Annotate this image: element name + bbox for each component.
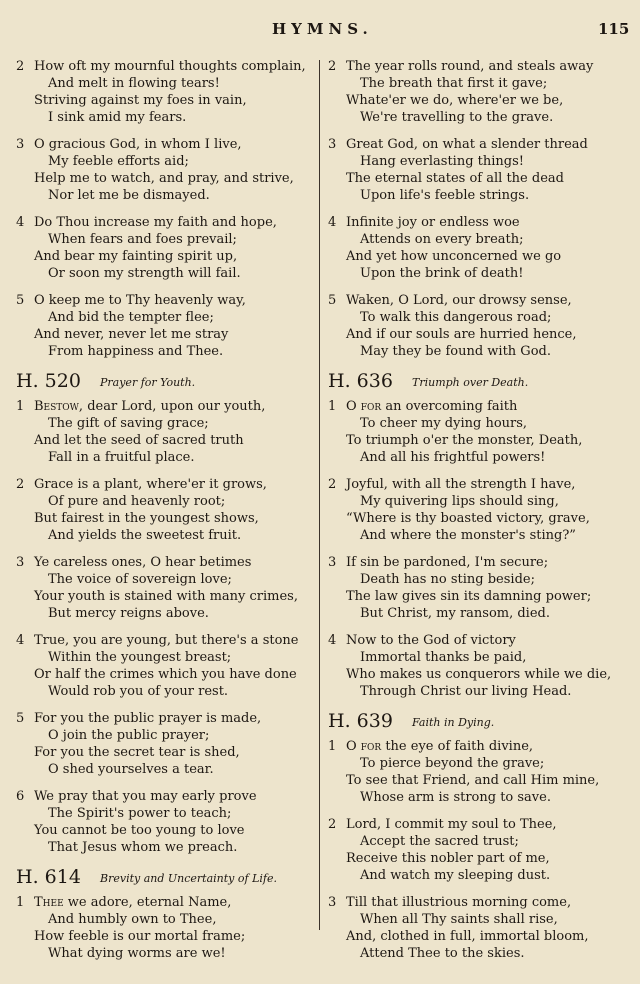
verse-line: And, clothed in full, immortal bloom, <box>346 929 589 944</box>
verse-line: That Jesus whom we preach. <box>48 840 238 855</box>
verse-line: Hang everlasting things! <box>360 154 524 169</box>
verse-line: Great God, on what a slender thread <box>346 137 588 152</box>
verse-line: To pierce beyond the grave; <box>360 756 545 771</box>
verse-line: The breath that first it gave; <box>360 76 548 91</box>
verse-line: Receive this nobler part of me, <box>346 851 550 866</box>
stanza <box>14 632 314 700</box>
verse-line: And yet how unconcerned we go <box>346 249 562 264</box>
verse-line: Do Thou increase my faith and hope, <box>34 215 277 230</box>
verse-line: For you the public prayer is made, <box>34 711 262 726</box>
verse-line: What dying worms are we! <box>48 946 226 961</box>
verse-line: Joyful, with all the strength I have, <box>346 477 576 492</box>
verse-line: To walk this dangerous road; <box>360 310 552 325</box>
stanza-number: 3 <box>328 895 337 910</box>
verse-line: “Where is thy boasted victory, grave, <box>346 511 590 526</box>
verse-line: My feeble efforts aid; <box>48 154 189 169</box>
first-line-rest: dear Lord, upon our youth, <box>83 399 266 414</box>
hymn-number: H. 520 <box>16 370 81 392</box>
right-column <box>326 58 626 972</box>
hymn-heading <box>326 370 626 396</box>
stanza <box>14 476 314 544</box>
verse-line: You cannot be too young to love <box>34 823 245 838</box>
verse-line: O keep me to Thy heavenly way, <box>34 293 246 308</box>
stanza <box>326 58 626 126</box>
stanza-number: 2 <box>328 817 337 832</box>
stanza-number: 5 <box>16 711 25 726</box>
hymn-heading <box>14 866 314 892</box>
stanza-number: 5 <box>328 293 337 308</box>
verse-line: Whose arm is strong to save. <box>360 790 551 805</box>
stanza-number: 3 <box>328 555 337 570</box>
first-word: Bestow, <box>34 399 84 414</box>
stanza <box>14 292 314 360</box>
verse-line: And bid the tempter flee; <box>48 310 214 325</box>
stanza-number: 4 <box>328 215 337 230</box>
hymn-heading <box>326 710 626 736</box>
stanza-number: 1 <box>16 399 25 414</box>
stanza-number: 6 <box>16 789 25 804</box>
column-divider <box>319 60 320 930</box>
verse-line: Of pure and heavenly root; <box>48 494 226 509</box>
stanza-number: 4 <box>328 633 337 648</box>
stanza <box>14 554 314 622</box>
first-word: O for <box>346 399 382 414</box>
stanza-number: 2 <box>16 59 25 74</box>
stanza-number: 3 <box>16 137 25 152</box>
hymn-title: Triumph over Death. <box>412 376 529 389</box>
running-title: HYMNS. <box>272 20 373 38</box>
verse-line: And never, never let me stray <box>34 327 229 342</box>
verse-line: The eternal states of all the dead <box>346 171 564 186</box>
left-column <box>14 58 314 972</box>
verse-line: Waken, O Lord, our drowsy sense, <box>346 293 572 308</box>
verse-line: Lord, I commit my soul to Thee, <box>346 817 557 832</box>
first-line-rest: the eye of faith divine, <box>381 739 534 754</box>
verse-line: And bear my fainting spirit up, <box>34 249 238 264</box>
verse-line: Fall in a fruitful place. <box>48 450 195 465</box>
stanza <box>326 816 626 884</box>
stanza <box>326 292 626 360</box>
stanza <box>326 554 626 622</box>
stanza <box>326 136 626 204</box>
stanza-number: 1 <box>16 895 25 910</box>
verse-line: And yields the sweetest fruit. <box>48 528 242 543</box>
verse-line: When all Thy saints shall rise, <box>360 912 558 927</box>
verse-line: I sink amid my fears. <box>48 110 187 125</box>
verse-line <box>14 398 314 415</box>
verse-line: Immortal thanks be paid, <box>360 650 527 665</box>
verse-line: But mercy reigns above. <box>48 606 209 621</box>
verse-line: The Spirit's power to teach; <box>48 806 232 821</box>
verse-line: Nor let me be dismayed. <box>48 188 210 203</box>
verse-line <box>14 894 314 911</box>
stanza <box>326 738 626 806</box>
verse-line: The year rolls round, and steals away <box>346 59 594 74</box>
stanza-number: 2 <box>16 477 25 492</box>
stanza <box>14 58 314 126</box>
verse-line: And humbly own to Thee, <box>48 912 217 927</box>
hymn-heading <box>14 370 314 396</box>
verse-line: We're travelling to the grave. <box>360 110 554 125</box>
verse-line: And melt in flowing tears! <box>48 76 220 91</box>
verse-line: Upon life's feeble strings. <box>360 188 530 203</box>
verse-line: And if our souls are hurried hence, <box>346 327 577 342</box>
verse-line: Striving against my foes in vain, <box>34 93 247 108</box>
page-header <box>0 0 640 60</box>
hymn-title: Prayer for Youth. <box>100 376 196 389</box>
verse-line: The voice of sovereign love; <box>48 572 232 587</box>
first-word: Thee <box>34 895 64 910</box>
stanza <box>14 136 314 204</box>
verse-line: Grace is a plant, where'er it grows, <box>34 477 267 492</box>
verse-line: O shed yourselves a tear. <box>48 762 214 777</box>
verse-line <box>326 738 626 755</box>
verse-line: The law gives sin its damning power; <box>346 589 592 604</box>
verse-line: And all his frightful powers! <box>360 450 546 465</box>
verse-line: True, you are young, but there's a stone <box>34 633 299 648</box>
verse-line: Till that illustrious morning come, <box>346 895 572 910</box>
stanza-number: 3 <box>16 555 25 570</box>
verse-line: How oft my mournful thoughts complain, <box>34 59 306 74</box>
verse-line: From happiness and Thee. <box>48 344 224 359</box>
first-line-rest: we adore, eternal Name, <box>63 895 232 910</box>
verse-line: Who makes us conquerors while we die, <box>346 667 612 682</box>
verse-line: Your youth is stained with many crimes, <box>34 589 298 604</box>
verse-line: If sin be pardoned, I'm secure; <box>346 555 549 570</box>
stanza-number: 1 <box>328 399 337 414</box>
verse-line: Upon the brink of death! <box>360 266 524 281</box>
verse-line: May they be found with God. <box>360 344 551 359</box>
stanza-number: 2 <box>328 59 337 74</box>
verse-line: Accept the sacred trust; <box>360 834 519 849</box>
verse-line: For you the secret tear is shed, <box>34 745 240 760</box>
verse-line: Ye careless ones, O hear betimes <box>34 555 252 570</box>
stanza <box>326 476 626 544</box>
stanza <box>14 214 314 282</box>
verse-line: Or soon my strength will fail. <box>48 266 241 281</box>
verse-line: O gracious God, in whom I live, <box>34 137 242 152</box>
stanza <box>326 632 626 700</box>
stanza-number: 5 <box>16 293 25 308</box>
stanza-number: 4 <box>16 633 25 648</box>
stanza <box>326 894 626 962</box>
verse-line: But Christ, my ransom, died. <box>360 606 550 621</box>
verse-line: To see that Friend, and call Him mine, <box>346 773 600 788</box>
stanza-number: 3 <box>328 137 337 152</box>
verse-line: We pray that you may early prove <box>34 789 257 804</box>
verse-line: Attends on every breath; <box>360 232 524 247</box>
verse-line: Attend Thee to the skies. <box>360 946 525 961</box>
verse-line: Whate'er we do, where'er we be, <box>346 93 564 108</box>
verse-line: Help me to watch, and pray, and strive, <box>34 171 294 186</box>
verse-line: Now to the God of victory <box>346 633 516 648</box>
hymn-number: H. 639 <box>328 710 393 732</box>
verse-line: To triumph o'er the monster, Death, <box>346 433 583 448</box>
stanza-number: 4 <box>16 215 25 230</box>
stanza-number: 2 <box>328 477 337 492</box>
verse-line: To cheer my dying hours, <box>360 416 528 431</box>
verse-line: But fairest in the youngest shows, <box>34 511 259 526</box>
verse-line: Death has no sting beside; <box>360 572 535 587</box>
hymn-title: Faith in Dying. <box>412 716 495 729</box>
stanza <box>326 214 626 282</box>
verse-line: When fears and foes prevail; <box>48 232 237 247</box>
verse-line: My quivering lips should sing, <box>360 494 559 509</box>
stanza <box>14 710 314 778</box>
verse-line: Would rob you of your rest. <box>48 684 229 699</box>
verse-line: Infinite joy or endless woe <box>346 215 520 230</box>
stanza-number: 1 <box>328 739 337 754</box>
hymn-number: H. 614 <box>16 866 81 888</box>
verse-line: Within the youngest breast; <box>48 650 232 665</box>
hymn-title: Brevity and Uncertainty of Life. <box>100 872 277 885</box>
page-number: 115 <box>598 20 630 38</box>
stanza <box>14 894 314 962</box>
verse-line: And let the seed of sacred truth <box>34 433 244 448</box>
stanza <box>14 398 314 466</box>
verse-line: And watch my sleeping dust. <box>360 868 551 883</box>
verse-line: O join the public prayer; <box>48 728 210 743</box>
verse-line: Or half the crimes which you have done <box>34 667 297 682</box>
verse-line: The gift of saving grace; <box>48 416 209 431</box>
stanza <box>326 398 626 466</box>
first-line-rest: an overcoming faith <box>381 399 518 414</box>
verse-line: How feeble is our mortal frame; <box>34 929 246 944</box>
first-word: O for <box>346 739 382 754</box>
verse-line <box>326 398 626 415</box>
hymn-number: H. 636 <box>328 370 393 392</box>
verse-line: Through Christ our living Head. <box>360 684 572 699</box>
stanza <box>14 788 314 856</box>
verse-line: And where the monster's sting?” <box>360 528 576 543</box>
